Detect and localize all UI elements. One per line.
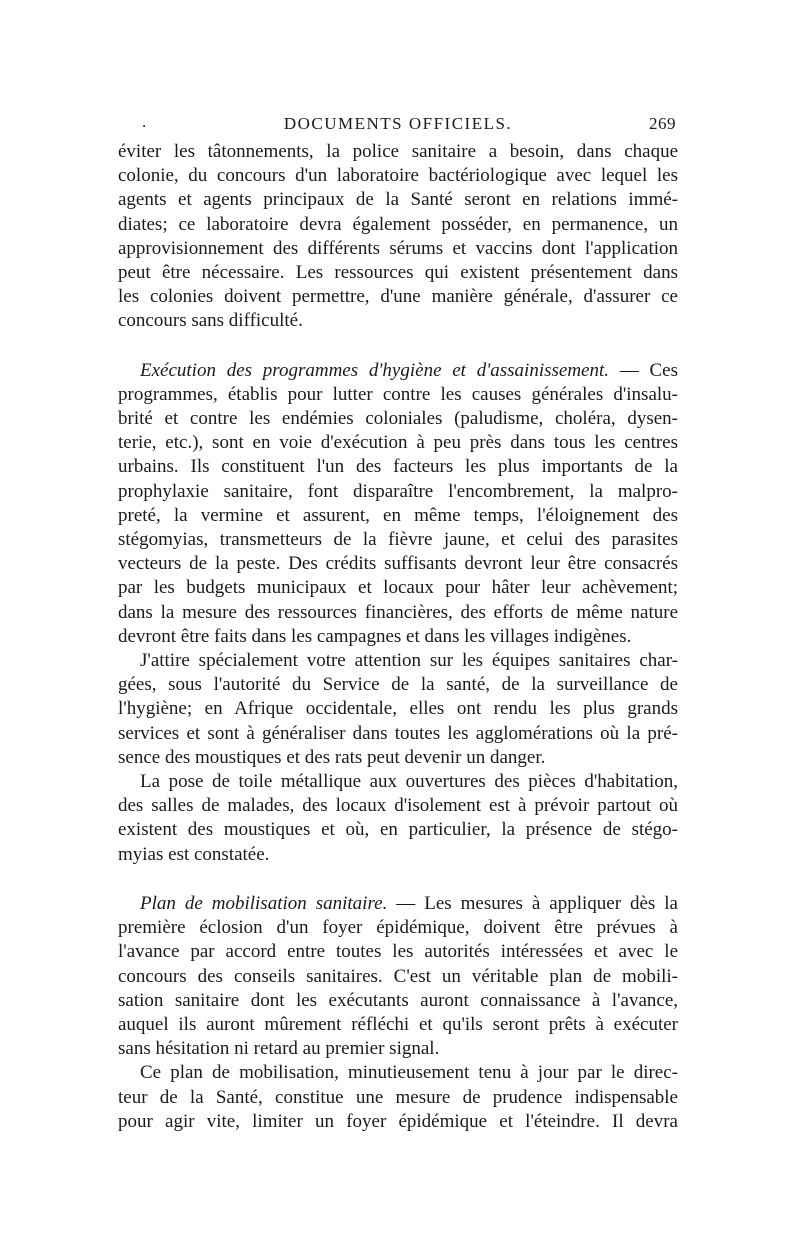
text-line: éviter les tâtonnements, la police sanitaire a besoin, dans chaque bbox=[118, 141, 678, 162]
text-line: vecteurs de la peste. Des crédits suffisants devront leur être consacrés bbox=[118, 553, 678, 575]
text-line: programmes, établis pour lutter contre les causes générales d'insalu- bbox=[118, 383, 678, 405]
text-line: auquel ils auront mûrement réfléchi et qu'ils seront prêts à exécuter bbox=[118, 1013, 678, 1035]
text-line: dans la mesure des ressources financières, des efforts de même nature bbox=[118, 601, 678, 623]
section-rubric-mobilisation: Plan de mobilisation sanitaire. bbox=[140, 892, 388, 914]
text-line: sans hésitation ni retard au premier signal. bbox=[118, 1038, 440, 1060]
text-line: teur de la Santé, constitue une mesure de prudence indispensable bbox=[118, 1086, 678, 1108]
text-line: l'hygiène; en Afrique occidentale, elles ont rendu les plus grands bbox=[118, 698, 678, 720]
text-line: terie, etc.), sont en voie d'exécution à peu près dans tous les centres bbox=[118, 432, 678, 454]
text-line: peut être nécessaire. Les ressources qui existent présentement dans bbox=[118, 262, 678, 284]
text-line: La pose de toile métallique aux ouvertures des pièces d'habitation, bbox=[140, 771, 678, 793]
paragraph-continued bbox=[118, 140, 678, 334]
text-line: devront être faits dans les campagnes et dans les villages indigènes. bbox=[118, 625, 632, 647]
section-hygiene-paragraph bbox=[118, 359, 678, 649]
text-line: des salles de malades, des locaux d'isolement est à prévoir partout où bbox=[118, 795, 678, 817]
text-line: les colonies doivent permettre, d'une manière générale, d'assurer ce bbox=[118, 286, 678, 308]
text-line: urbains. Ils constituent l'un des facteurs les plus importants de la bbox=[118, 456, 678, 478]
text-line: brité et contre les endémies coloniales (paludisme, choléra, dysen- bbox=[118, 408, 678, 430]
text-line: concours sans difficulté. bbox=[118, 310, 303, 332]
document-page bbox=[118, 112, 678, 1134]
text-line: concours des conseils sanitaires. C'est un véritable plan de mobili- bbox=[118, 965, 678, 987]
text-line: approvisionnement des différents sérums et vaccins dont l'application bbox=[118, 237, 678, 259]
text-line: J'attire spécialement votre attention sur les équipes sanitaires char- bbox=[140, 650, 678, 672]
text-line: l'avance par accord entre toutes les autorités intéressées et avec le bbox=[118, 941, 678, 963]
text-line: sence des moustiques et des rats peut devenir un danger. bbox=[118, 746, 546, 768]
text-line-with-rubric bbox=[118, 359, 678, 383]
text-line: prophylaxie sanitaire, font disparaître l'encombrement, la malpro- bbox=[118, 480, 678, 502]
text-line: services et sont à généraliser dans toutes les agglomérations où la pré- bbox=[118, 722, 678, 744]
text-line: gées, sous l'autorité du Service de la santé, de la surveillance de bbox=[118, 674, 678, 696]
text-line: myias est constatée. bbox=[118, 843, 270, 865]
running-head bbox=[118, 112, 678, 140]
text-line: première éclosion d'un foyer épidémique, doivent être prévues à bbox=[118, 917, 678, 939]
text-line: colonie, du concours d'un laboratoire bactériologique avec lequel les bbox=[118, 165, 678, 187]
text-line: diates; ce laboratoire devra également posséder, en permanence, un bbox=[118, 213, 678, 235]
text-run: — Les mesures à appliquer dès la bbox=[387, 892, 678, 914]
paragraph-equipes-sanitaires bbox=[118, 649, 678, 770]
page-number: 269 bbox=[649, 114, 676, 133]
section-rubric-hygiene: Exécution des programmes d'hygiène et d'assainissement. bbox=[140, 359, 610, 381]
text-line: par les budgets municipaux et locaux pour hâter leur achèvement; bbox=[118, 577, 678, 599]
text-line: agents et agents principaux de la Santé seront en relations immé- bbox=[118, 189, 678, 211]
paragraph-toile-metallique bbox=[118, 770, 678, 867]
text-line: sation sanitaire dont les exécutants auront connaissance à l'avance, bbox=[118, 989, 678, 1011]
text-line: Ce plan de mobilisation, minutieusement tenu à jour par le direc- bbox=[140, 1062, 678, 1084]
margin-mark: . bbox=[142, 112, 148, 131]
running-title: DOCUMENTS OFFICIELS. bbox=[283, 114, 513, 133]
section-mobilisation-paragraph bbox=[118, 892, 678, 1061]
text-line: stégomyias, transmetteurs de la fièvre jaune, et celui des parasites bbox=[118, 529, 678, 551]
text-line: pour agir vite, limiter un foyer épidémique et l'éteindre. Il devra bbox=[118, 1110, 678, 1132]
text-line: preté, la vermine et assurent, en même temps, l'éloignement des bbox=[118, 504, 678, 526]
text-line: existent des moustiques et où, en particulier, la présence de stégo- bbox=[118, 819, 678, 841]
paragraph-plan-mobilisation bbox=[118, 1061, 678, 1134]
text-line-with-rubric bbox=[118, 892, 678, 916]
text-run: — Ces bbox=[609, 359, 678, 381]
